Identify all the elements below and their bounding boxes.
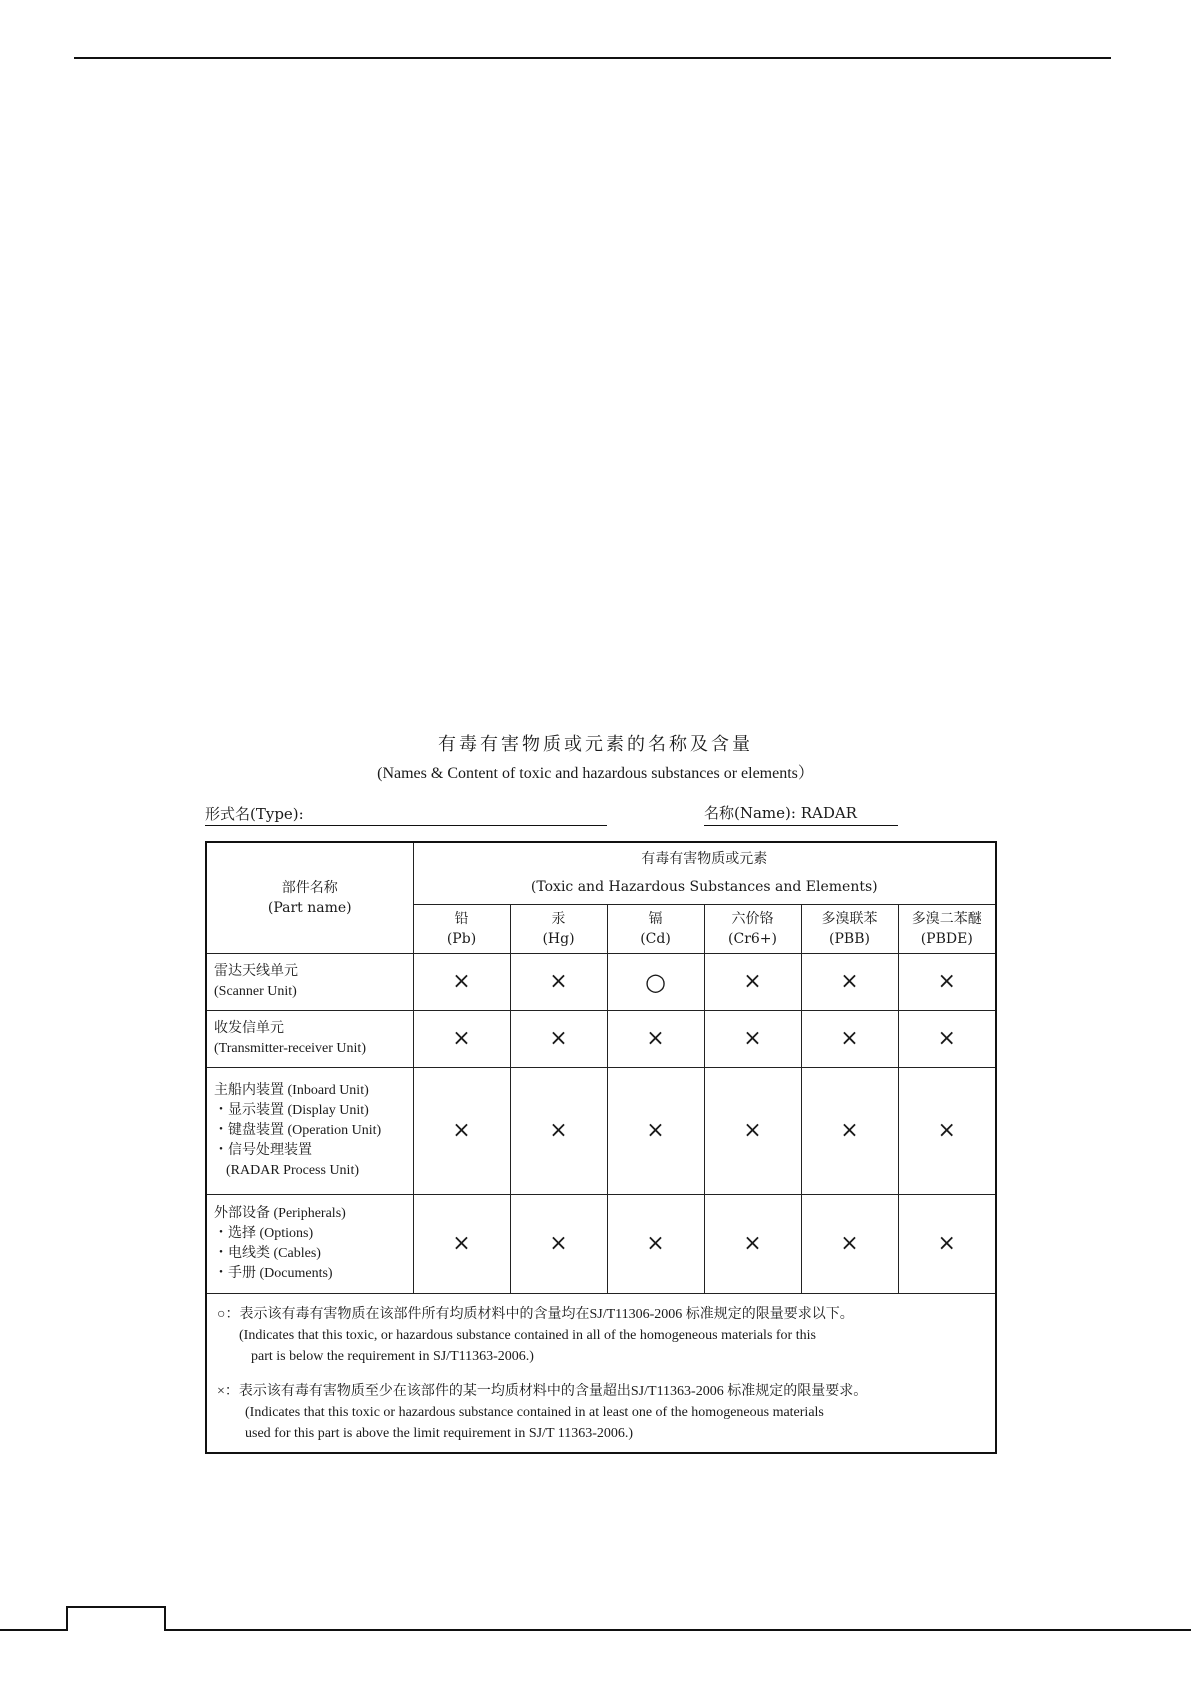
table-row: [206, 1010, 996, 1067]
note-circle-cn: ○：表示该有毒有害物质在该部件所有均质材料中的含量均在SJ/T11306-2006 标准规定的限量要求以下。: [217, 1306, 854, 1322]
table-row: [206, 1194, 996, 1293]
substance-header-cd: 镉 (Cd): [607, 904, 704, 953]
substance-header-pb: 铅 (Pb): [413, 904, 510, 953]
substances-group-header: 有毒有害物质或元素 (Toxic and Hazardous Substances and Elements): [413, 842, 996, 904]
hazardous-substances-table: [205, 841, 997, 1454]
mark-cell: ×: [607, 1194, 704, 1293]
note-circle-en-2: part is below the requirement in SJ/T11363-2006.): [251, 1348, 534, 1364]
note-cross-en-1: (Indicates that this toxic or hazardous substance contained in at least one of the homogeneous materials: [245, 1404, 824, 1420]
document-title-en: (Names & Content of toxic and hazardous substances or elements）: [377, 765, 814, 782]
mark-cell: ○: [607, 953, 704, 1010]
note-circle-en-1: (Indicates that this toxic, or hazardous substance contained in all of the homogeneous materials for this: [239, 1327, 816, 1343]
header-rule: [74, 57, 1111, 59]
mark-cell: ×: [510, 1010, 607, 1067]
footer-rule: [0, 1629, 1191, 1631]
substance-header-hg: 汞 (Hg): [510, 904, 607, 953]
legend-notes: [206, 1293, 996, 1453]
substance-header-pbde: 多溴二苯醚 (PBDE): [898, 904, 996, 953]
note-cross-en-2: used for this part is above the limit requirement in SJ/T 11363-2006.): [245, 1425, 634, 1441]
part-name-header: 部件名称 (Part name): [206, 842, 413, 953]
mark-cell: ×: [801, 1010, 898, 1067]
mark-cell: ×: [607, 1010, 704, 1067]
mark-cell: ×: [898, 1067, 996, 1194]
mark-cell: ×: [413, 1067, 510, 1194]
table-row: [206, 1067, 996, 1194]
type-field: 形式名(Type):: [205, 803, 607, 826]
mark-cell: ×: [898, 1194, 996, 1293]
mark-cell: ×: [704, 1067, 801, 1194]
document-title-cn: 有毒有害物质或元素的名称及含量: [438, 734, 753, 755]
mark-cell: ×: [413, 1194, 510, 1293]
mark-cell: ×: [801, 1194, 898, 1293]
mark-cell: ×: [510, 1067, 607, 1194]
substance-header-pbb: 多溴联苯 (PBB): [801, 904, 898, 953]
mark-cell: ×: [510, 953, 607, 1010]
mark-cell: ×: [510, 1194, 607, 1293]
mark-cell: ×: [898, 953, 996, 1010]
table-row: [206, 953, 996, 1010]
part-name-cell: 收发信单元 (Transmitter-receiver Unit): [206, 1010, 413, 1067]
mark-cell: ×: [413, 953, 510, 1010]
part-name-cell: 主船内装置 (Inboard Unit) ・显示装置 (Display Unit) ・键盘装置 (Operation Unit) ・信号处理装置 (RADAR Process Unit): [206, 1067, 413, 1194]
substance-header-cr6: 六价铬 (Cr6+): [704, 904, 801, 953]
mark-cell: ×: [607, 1067, 704, 1194]
mark-cell: ×: [413, 1010, 510, 1067]
mark-cell: ×: [801, 953, 898, 1010]
part-name-cell: 外部设备 (Peripherals) ・选择 (Options) ・电线类 (Cables) ・手册 (Documents): [206, 1194, 413, 1293]
mark-cell: ×: [704, 953, 801, 1010]
part-name-cell: 雷达天线单元 (Scanner Unit): [206, 953, 413, 1010]
page-number-tab: [66, 1606, 166, 1631]
mark-cell: ×: [704, 1194, 801, 1293]
note-cross-cn: ×：表示该有毒有害物质至少在该部件的某一均质材料中的含量超出SJ/T11363-2006 标准规定的限量要求。: [217, 1383, 868, 1399]
name-field: 名称(Name): RADAR: [704, 802, 898, 826]
mark-cell: ×: [801, 1067, 898, 1194]
mark-cell: ×: [704, 1010, 801, 1067]
mark-cell: ×: [898, 1010, 996, 1067]
